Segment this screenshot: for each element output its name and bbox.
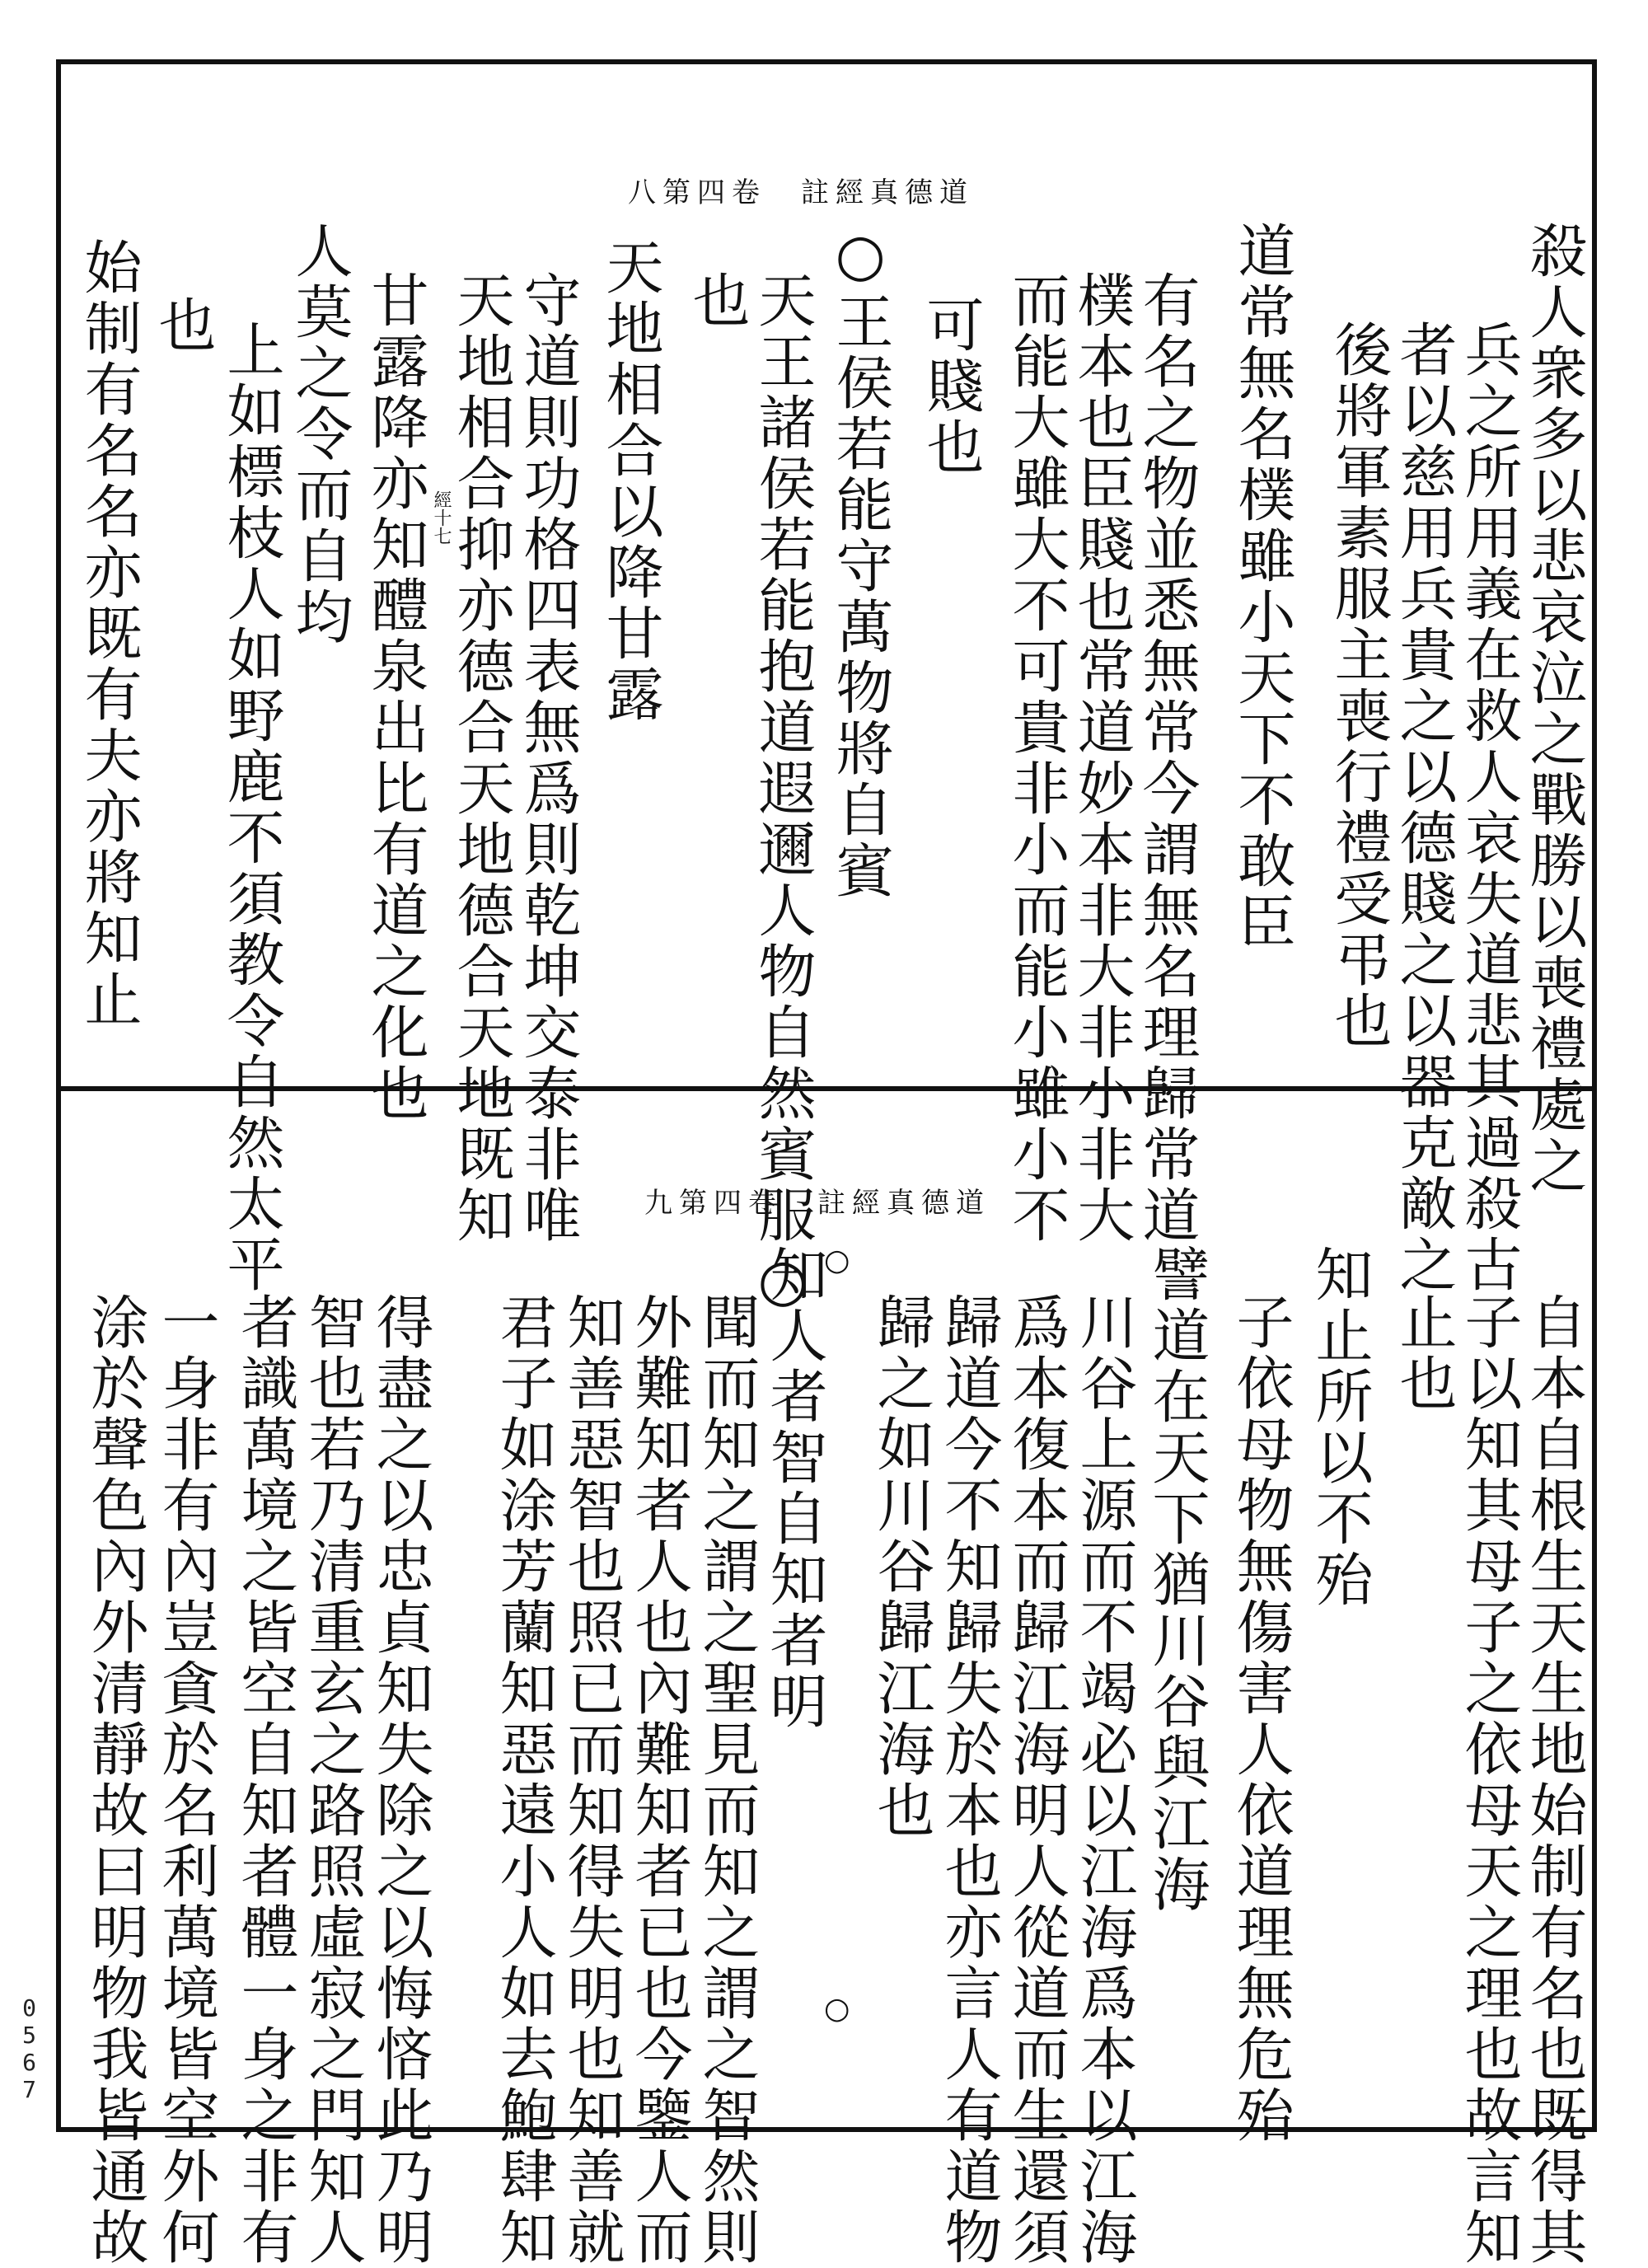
bottom-column: 止也 — [1390, 1292, 1458, 1414]
bottom-page-header: 九第四卷 註經真德道 — [644, 1187, 990, 1220]
bottom-column: 子依母物無傷害人依道理無危殆 — [1227, 1292, 1295, 2146]
bottom-column: 譬道在天下猶川谷與江海 — [1143, 1244, 1210, 1915]
bottom-column: 得盡之以忠貞知失除之以悔悋此乃明 — [367, 1292, 434, 2268]
bottom-column: 者識萬境之皆空自知者體一身之非有 — [232, 1292, 299, 2268]
top-column: 者以慈用兵貴之以德賤之以器克敵之 — [1390, 320, 1458, 1296]
top-column: 天王諸侯若能抱道遐邇人物自然賓服○ — [749, 270, 817, 1317]
bottom-column: 智也若乃清重玄之路照虛寂之門知人 — [299, 1292, 367, 2268]
top-column: 上如標枝人如野鹿不須教令自然太平 — [218, 320, 285, 1296]
top-column: 後將軍素服主喪行禮受弔也 — [1325, 320, 1393, 1052]
top-column: 兵之所用義在救人哀失道悲其過殺古 — [1455, 320, 1523, 1296]
bottom-column: 知人者智自知者明 — [761, 1244, 828, 1732]
top-column: 天地相合抑亦德合天地德合天地既知 — [447, 270, 515, 1246]
top-column: 可賤也 — [917, 295, 985, 478]
bottom-column: 一身非有內豈貪於名利萬境皆空外何 — [152, 1292, 220, 2268]
bottom-column: 歸之如川谷歸江海也 — [868, 1292, 935, 1841]
top-column: 有名之物並悉無常今謂無名理歸常道 — [1133, 270, 1201, 1246]
bottom-column: 子以知其母子之依母天之理也故言知 — [1455, 1292, 1523, 2268]
bottom-column: 聞而知之謂之聖見而知之謂之智然則 — [693, 1292, 761, 2268]
page-divider — [56, 1086, 1597, 1091]
bottom-column: 爲本復本而歸江海明人從道而生還須 — [1003, 1292, 1070, 2268]
section-marker: ○ — [824, 1244, 850, 1277]
bottom-column: 歸道今不知歸失於本也亦言人有道物 — [935, 1292, 1003, 2268]
section-marker: ○ — [824, 1992, 850, 2026]
page-number: 0567 — [16, 1994, 43, 2103]
top-column: 也 — [149, 295, 217, 356]
bottom-column: 知止所以不殆 — [1306, 1244, 1374, 1610]
top-column: ○王侯若能守萬物將自賓 — [826, 221, 894, 902]
top-column: 始制有名名亦既有夫亦將知止 — [75, 237, 143, 1030]
top-column: 人莫之令而自均 — [286, 221, 353, 648]
top-column: 樸本也臣賤也常道妙本非大非小非大 — [1068, 270, 1135, 1246]
bottom-column: 外難知者人也內難知者已也今鑒人而 — [625, 1292, 693, 2268]
top-column: 也 — [683, 270, 751, 331]
bottom-column: 川谷上源而不竭必以江海爲本以江海 — [1070, 1292, 1138, 2268]
top-page-header: 八第四卷 註經真德道 — [628, 176, 974, 209]
top-column: 道常無名樸雖小天下不敢臣 — [1229, 221, 1296, 953]
bottom-column: 君子如涂芳蘭知惡遠小人如去鮑肆知 — [490, 1292, 558, 2268]
top-column: 天地相合以降甘露 — [597, 237, 664, 725]
bottom-column: 知善惡智也照已而知得失明也知善就 — [558, 1292, 625, 2268]
top-column: 而能大雖大不可貴非小而能小雖小不 — [1003, 270, 1070, 1246]
top-column: 守道則功格四表無爲則乾坤交泰非唯 — [514, 270, 582, 1246]
top-column: 殺人衆多以悲哀泣之戰勝以喪禮處之 — [1520, 221, 1588, 1197]
marginal-note: 經十七 — [431, 490, 452, 545]
bottom-column: 涂於聲色內外清靜故曰明物我皆通故 — [82, 1292, 149, 2268]
top-column: 甘露降亦知醴泉出比有道之化也 — [362, 270, 429, 1124]
bottom-column: 自本自根生天生地始制有名也既得其 — [1520, 1292, 1588, 2268]
